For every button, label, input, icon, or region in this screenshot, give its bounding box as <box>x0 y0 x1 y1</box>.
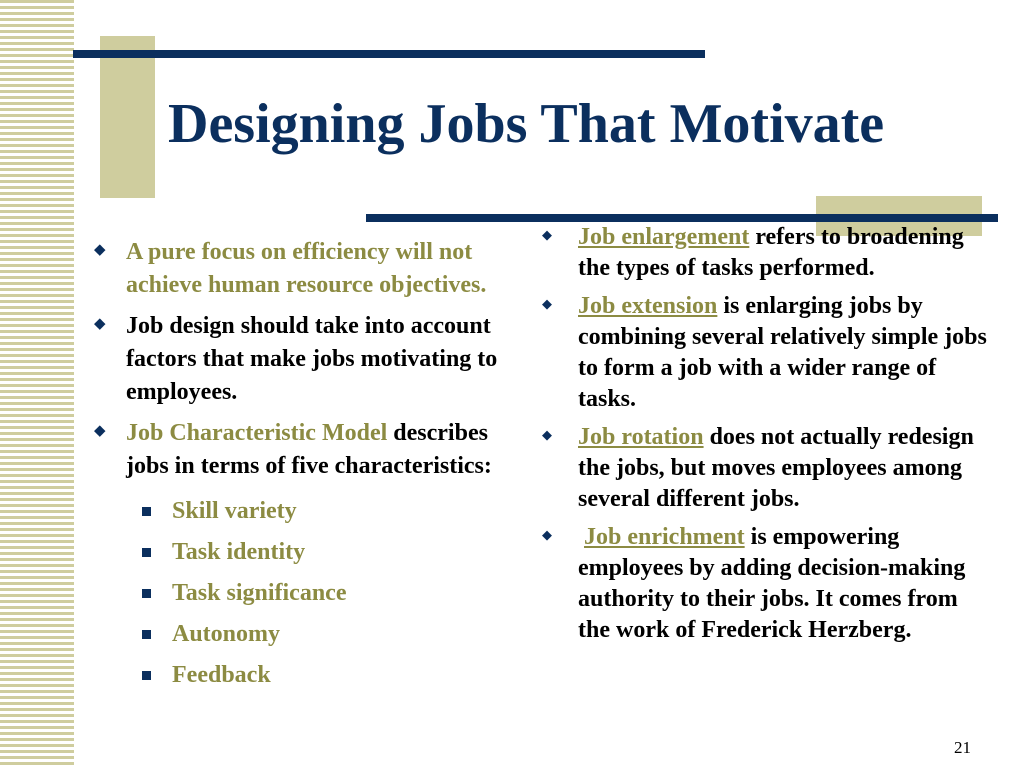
square-bullet-icon <box>142 589 151 598</box>
list-item <box>540 291 990 415</box>
title-accent-block <box>100 36 155 198</box>
diamond-bullet-icon: ◆ <box>94 242 106 258</box>
job-enrichment-link[interactable]: Job enrichment <box>584 524 745 550</box>
sublist-item-text: Feedback <box>172 662 271 688</box>
list-item <box>92 310 512 409</box>
sublist-item <box>92 573 512 614</box>
left-bullet-list <box>92 236 512 696</box>
square-bullet-icon <box>142 548 151 557</box>
right-bullet-list <box>540 222 990 653</box>
bullet-term: Job Characteristic Model <box>126 420 388 446</box>
slide-title: Designing Jobs That Motivate <box>168 93 885 155</box>
job-enlargement-link[interactable]: Job enlargement <box>578 224 750 250</box>
job-rotation-link[interactable]: Job rotation <box>578 424 704 450</box>
diamond-bullet-icon: ◆ <box>542 527 552 542</box>
list-item <box>540 522 990 646</box>
bullet-text: does not actually redesign the jobs, but moves employees among several different jobs. <box>578 424 974 512</box>
bullet-text: is empowering employees by adding decision-making authority to their jobs. It comes from the work of Frederick Herzberg. <box>578 524 966 643</box>
list-item <box>540 222 990 284</box>
list-item <box>92 417 512 483</box>
sublist-item <box>92 614 512 655</box>
diamond-bullet-icon: ◆ <box>542 227 552 242</box>
bullet-text: describes jobs in terms of five characteristics: <box>126 420 492 479</box>
sublist-item-text: Task identity <box>172 539 306 565</box>
square-bullet-icon <box>142 507 151 516</box>
bullet-text: refers to broadening the types of tasks performed. <box>578 224 964 281</box>
sublist-item-text: Task significance <box>172 580 347 606</box>
sublist-item-text: Autonomy <box>172 621 281 647</box>
job-extension-link[interactable]: Job extension <box>578 293 718 319</box>
striped-side-border <box>0 0 74 768</box>
sublist-item <box>92 491 512 532</box>
diamond-bullet-icon: ◆ <box>542 427 552 442</box>
bullet-text: Job design should take into account factors that make jobs motivating to employees. <box>126 313 498 405</box>
diamond-bullet-icon: ◆ <box>542 296 552 311</box>
sublist-item <box>92 655 512 696</box>
sublist-item <box>92 532 512 573</box>
bullet-text: A pure focus on efficiency will not achieve human resource objectives. <box>126 239 487 298</box>
top-rule <box>73 50 705 58</box>
bullet-text: is enlarging jobs by combining several relatively simple jobs to form a job with a wider range of tasks. <box>578 293 987 412</box>
list-item <box>92 236 512 302</box>
sublist-item-text: Skill variety <box>172 498 297 524</box>
square-bullet-icon <box>142 671 151 680</box>
diamond-bullet-icon: ◆ <box>94 316 106 332</box>
middle-rule <box>366 214 998 222</box>
list-item <box>540 422 990 515</box>
square-bullet-icon <box>142 630 151 639</box>
characteristics-sublist <box>92 491 512 696</box>
slide-number: 21 <box>954 738 971 757</box>
diamond-bullet-icon: ◆ <box>94 423 106 439</box>
